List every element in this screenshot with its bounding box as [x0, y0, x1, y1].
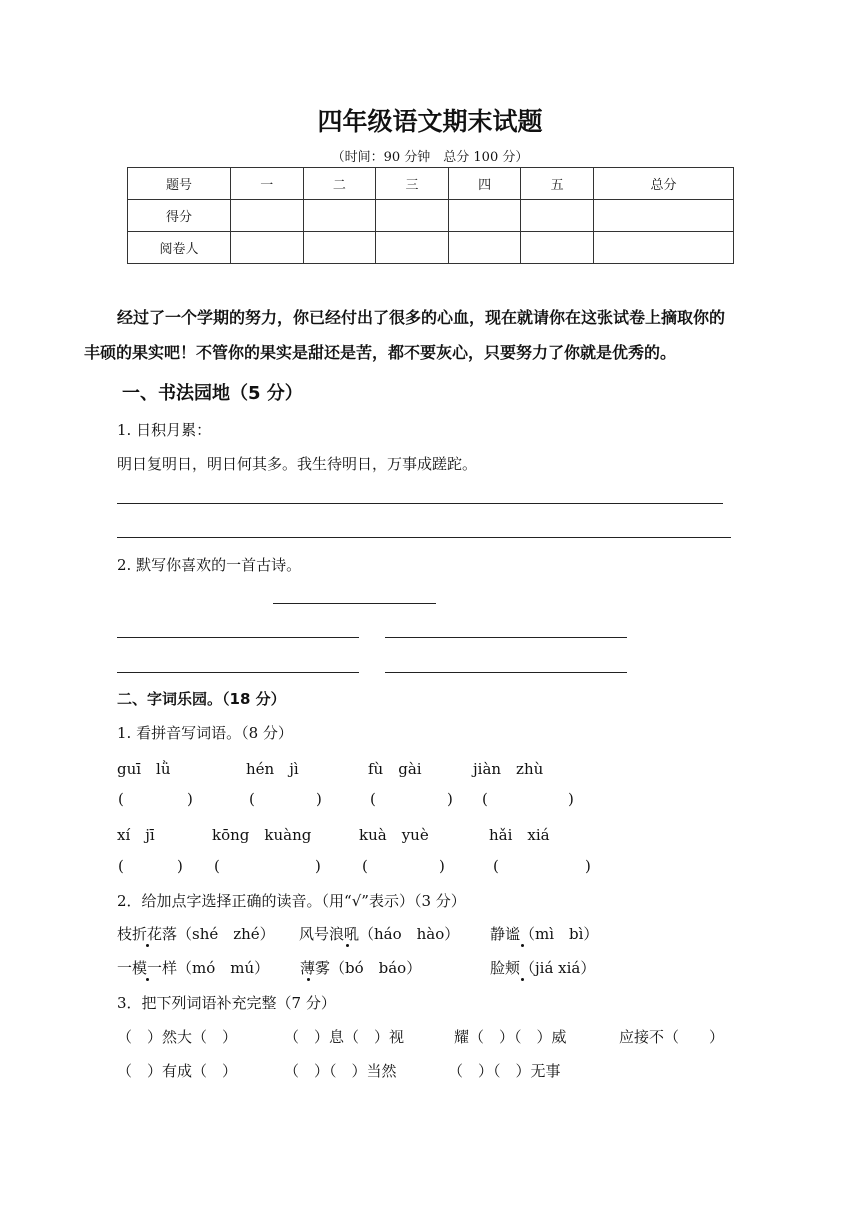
pinyin-text: kōng kuàng	[212, 826, 312, 844]
question-label: 1. 日积月累：	[117, 421, 212, 439]
score-cell[interactable]	[521, 200, 594, 232]
answer-paren-open: (	[493, 857, 499, 875]
score-cell[interactable]	[376, 232, 449, 264]
pinyin-text: hén jì	[246, 760, 299, 778]
score-cell[interactable]	[593, 200, 733, 232]
pinyin-text: guī lǜ	[117, 760, 171, 778]
answer-paren-open: (	[482, 790, 488, 808]
answer-paren-open: (	[370, 790, 376, 808]
answer-line[interactable]	[385, 672, 627, 673]
score-cell[interactable]	[448, 200, 521, 232]
answer-paren-open: (	[362, 857, 368, 875]
fill-blank-item[interactable]: （ ）（ ）无事	[448, 1062, 561, 1080]
answer-line[interactable]	[385, 637, 627, 638]
score-cell[interactable]	[593, 232, 733, 264]
page-title: 四年级语文期末试题	[317, 107, 543, 136]
answer-line[interactable]	[117, 537, 731, 538]
question-label: 2. 默写你喜欢的一首古诗。	[117, 556, 302, 574]
pinyin-text: fù gài	[368, 760, 422, 778]
question-text: 明日复明日，明日何其多。我生待明日，万事成蹉跎。	[117, 455, 478, 473]
table-cell: 题号	[128, 168, 231, 200]
score-cell[interactable]	[231, 200, 304, 232]
intro-line-2: 丰硕的果实吧！不管你的果实是甜还是苦，都不要灰心，只要努力了你就是优秀的。	[84, 343, 677, 362]
emphasis-dot	[146, 978, 149, 981]
answer-paren-close: )	[568, 790, 574, 808]
score-table-row	[128, 232, 734, 264]
question-label: 3．把下列词语补充完整（7 分）	[117, 994, 336, 1012]
answer-paren-close: )	[177, 857, 183, 875]
answer-paren-open: (	[118, 857, 124, 875]
emphasis-dot	[521, 978, 524, 981]
pinyin-text: jiàn zhù	[473, 760, 544, 778]
fill-blank-item[interactable]: （ ）然大（ ）	[117, 1028, 238, 1046]
score-cell[interactable]	[231, 232, 304, 264]
table-cell: 四	[448, 168, 521, 200]
answer-line[interactable]	[117, 637, 359, 638]
option-text[interactable]: 一模一样（mó mú）	[117, 959, 270, 977]
answer-paren-close: )	[315, 857, 321, 875]
answer-paren-close: )	[447, 790, 453, 808]
answer-paren-close: )	[316, 790, 322, 808]
score-cell[interactable]	[303, 232, 376, 264]
fill-blank-item[interactable]: 应接不（ ）	[619, 1028, 725, 1046]
answer-paren-open: (	[214, 857, 220, 875]
pinyin-text: xí jī	[117, 826, 155, 844]
answer-paren-open: (	[249, 790, 255, 808]
answer-line[interactable]	[117, 672, 359, 673]
section-heading: 二、字词乐园。（18 分）	[117, 690, 286, 708]
fill-blank-item[interactable]: （ ）息（ ）视	[284, 1028, 405, 1046]
score-table	[127, 167, 734, 264]
table-cell: 五	[521, 168, 594, 200]
score-cell[interactable]	[303, 200, 376, 232]
emphasis-dot	[346, 944, 349, 947]
table-cell: 阅卷人	[128, 232, 231, 264]
table-cell: 总分	[593, 168, 733, 200]
score-cell[interactable]	[376, 200, 449, 232]
table-cell: 二	[303, 168, 376, 200]
table-cell: 三	[376, 168, 449, 200]
fill-blank-item[interactable]: （ ）有成（ ）	[117, 1062, 238, 1080]
emphasis-dot	[521, 944, 524, 947]
score-table-header-row	[128, 168, 734, 200]
answer-line[interactable]	[273, 603, 436, 604]
option-text[interactable]: 薄雾（bó báo）	[300, 959, 422, 977]
answer-paren-close: )	[439, 857, 445, 875]
answer-line[interactable]	[117, 503, 723, 504]
answer-paren-close: )	[187, 790, 193, 808]
option-text[interactable]: 枝折花落（shé zhé）	[117, 925, 275, 943]
score-cell[interactable]	[521, 232, 594, 264]
intro-line-1: 经过了一个学期的努力，你已经付出了很多的心血，现在就请你在这张试卷上摘取你的	[117, 308, 726, 327]
table-cell: 得分	[128, 200, 231, 232]
option-text[interactable]: 静谧（mì bì）	[490, 925, 599, 943]
pinyin-text: kuà yuè	[359, 826, 429, 844]
score-table-row	[128, 200, 734, 232]
score-cell[interactable]	[448, 232, 521, 264]
question-label: 2．给加点字选择正确的读音。（用“√”表示）（3 分）	[117, 892, 466, 910]
fill-blank-item[interactable]: 耀（ ）（ ）威	[454, 1028, 567, 1046]
option-text[interactable]: 风号浪吼（háo hào）	[299, 925, 460, 943]
question-label: 1. 看拼音写词语。（8 分）	[117, 724, 293, 742]
table-cell: 一	[231, 168, 304, 200]
emphasis-dot	[307, 978, 310, 981]
fill-blank-item[interactable]: （ ）（ ）当然	[284, 1062, 397, 1080]
answer-paren-open: (	[118, 790, 124, 808]
answer-paren-close: )	[585, 857, 591, 875]
pinyin-text: hǎi xiá	[489, 826, 550, 844]
option-text[interactable]: 脸颊（jiá xiá）	[490, 959, 596, 977]
emphasis-dot	[146, 944, 149, 947]
exam-info: （时间：90 分钟 总分 100 分）	[331, 150, 529, 165]
section-heading: 一、书法园地（5 分）	[122, 383, 303, 404]
